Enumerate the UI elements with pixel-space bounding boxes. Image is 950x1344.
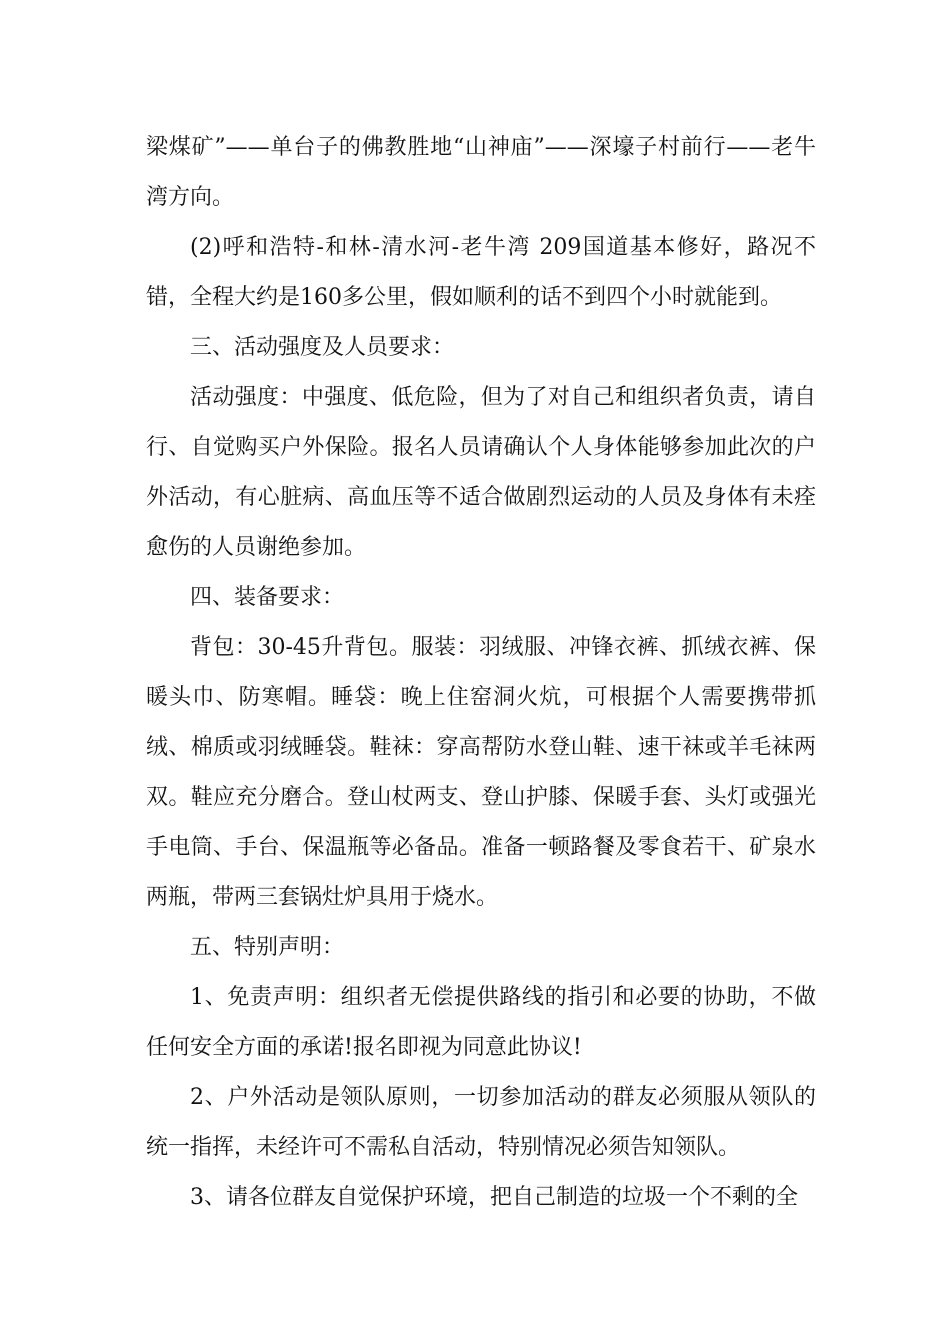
- paragraph-route-continued: 梁煤矿”——单台子的佛教胜地“山神庙”——深壕子村前行——老牛湾方向。: [146, 135, 816, 210]
- paragraph-statement-2: 2、户外活动是领队原则，一切参加活动的群友必须服从领队的统一指挥，未经许可不需私自活动，特别情况必须告知领队。: [146, 1085, 816, 1160]
- section-heading-equipment: 四、装备要求：: [190, 585, 345, 610]
- paragraph-statement-1: 1、免责声明：组织者无偿提供路线的指引和必要的协助，不做任何安全方面的承诺!报名即视为同意此协议!: [146, 985, 816, 1060]
- paragraph-equipment: 背包：30-45升背包。服装：羽绒服、冲锋衣裤、抓绒衣裤、保暖头巾、防寒帽。睡袋：晚上住窑洞火炕，可根据个人需要携带抓绒、棉质或羽绒睡袋。鞋袜：穿高帮防水登山鞋、速干袜或羊毛袜两双。鞋应充分磨合。登山杖两支、登山护膝、保暖手套、头灯或强光手电筒、手台、保温瓶等必备品。准备一顿路餐及零食若干、矿泉水两瓶，带两三套锅灶炉具用于烧水。: [146, 635, 816, 910]
- paragraph-intensity: 活动强度：中强度、低危险，但为了对自己和组织者负责，请自行、自觉购买户外保险。报名人员请确认个人身体能够参加此次的户外活动，有心脏病、高血压等不适合做剧烈运动的人员及身体有未痊愈伤的人员谢绝参加。: [146, 385, 816, 560]
- paragraph-route-2: (2)呼和浩特-和林-清水河-老牛湾 209国道基本修好，路况不错，全程大约是160多公里，假如顺利的话不到四个小时就能到。: [146, 235, 816, 310]
- section-heading-special-statement: 五、特别声明：: [190, 935, 345, 960]
- document-body: [146, 123, 816, 1223]
- paragraph-statement-3: 3、请各位群友自觉保护环境，把自己制造的垃圾一个不剩的全: [190, 1185, 798, 1210]
- section-heading-activity-intensity: 三、活动强度及人员要求：: [190, 335, 455, 360]
